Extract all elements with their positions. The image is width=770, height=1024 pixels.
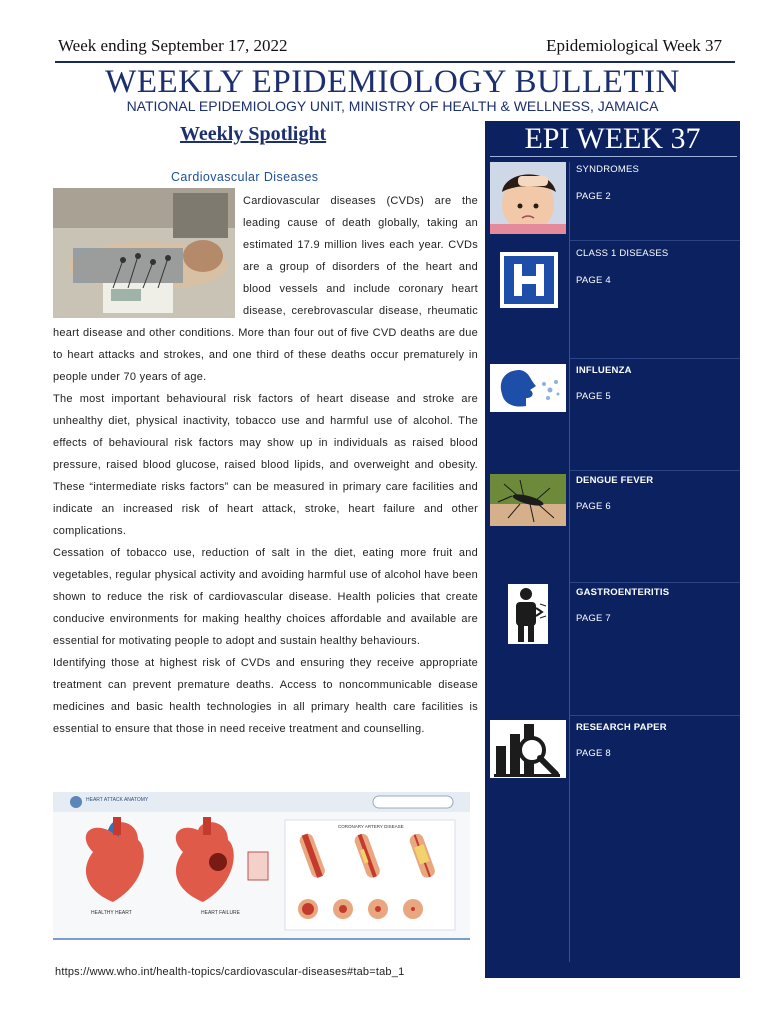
spotlight-topic: Cardiovascular Diseases <box>171 170 319 184</box>
research-chart-icon <box>490 720 566 778</box>
body-paragraph-1: Cardiovascular diseases (CVDs) are the leading cause of death globally, taking an estimated 17.9 million lives each year. CVDs are a group of disorders of the heart and blood vessels and include coronary heart disease, cerebrovascular disease, rheumatic heart disease and other conditions. More than four out of five CVD deaths are due to heart attacks and strokes, and one third of these deaths occur prematurely in people under 70 years of age. <box>53 195 478 383</box>
bulletin-title: WEEKLY EPIDEMIOLOGY BULLETIN <box>105 64 680 100</box>
sidebar-page-syndromes[interactable]: PAGE 2 <box>576 191 611 202</box>
sidebar-item-syndromes[interactable]: SYNDROMES <box>576 164 640 175</box>
mosquito-photo <box>490 474 566 526</box>
sidebar-item-dengue-fever[interactable]: DENGUE FEVER <box>576 475 654 486</box>
sick-child-photo <box>490 162 566 234</box>
sidebar-page-class-1-diseases[interactable]: PAGE 4 <box>576 275 611 286</box>
bulletin-subtitle: NATIONAL EPIDEMIOLOGY UNIT, MINISTRY OF HEALTH & WELLNESS, JAMAICA <box>126 98 659 114</box>
sidebar-title: EPI WEEK 37 <box>524 122 701 155</box>
source-link[interactable]: https://www.who.int/health-topics/cardiovascular-diseases#tab=tab_1 <box>55 966 405 978</box>
heart-failure-caption: HEART FAILURE <box>201 910 240 916</box>
sidebar-page-influenza[interactable]: PAGE 5 <box>576 391 611 402</box>
cough-icon <box>490 364 566 412</box>
hospital-h-icon <box>490 246 566 312</box>
sidebar-separator <box>570 470 740 471</box>
sidebar-page-research-paper[interactable]: PAGE 8 <box>576 748 611 759</box>
sidebar-item-gastroenteritis[interactable]: GASTROENTERITIS <box>576 587 670 598</box>
epidemiological-week: Epidemiological Week 37 <box>546 36 722 55</box>
body-paragraph-2: The most important behavioural risk factors of heart disease and stroke are unhealthy diet, physical inactivity, tobacco use and harmful use of alcohol. The effects of behavioural risk factors may show up in individuals as raised blood pressure, raised blood glucose, raised blood lipids, and overweight and obesity. These “intermediate risks factors” can be measured in primary care facilities and indicate an increased risk of heart attack, stroke, heart failure and other complications. <box>53 393 478 537</box>
sidebar-item-research-paper[interactable]: RESEARCH PAPER <box>576 722 667 733</box>
heart-attack-infographic <box>53 792 470 940</box>
sidebar-item-influenza[interactable]: INFLUENZA <box>576 365 632 376</box>
weekly-spotlight-heading: Weekly Spotlight <box>180 123 327 145</box>
healthy-heart-caption: HEALTHY HEART <box>91 910 132 916</box>
infographic-brand: HEART ATTACK ANATOMY <box>86 797 149 803</box>
stomach-ache-icon <box>490 584 566 644</box>
artery-panel-title: CORONARY ARTERY DISEASE <box>338 824 404 829</box>
body-paragraph-3: Cessation of tobacco use, reduction of salt in the diet, eating more fruit and vegetables, regular physical activity and avoiding harmful use of alcohol have been shown to reduce the risk of cardiovascular disease. Health policies that create conducive environments for making healthy choices affordable and available are essential for motivating people to adopt and sustain healthy behaviours. <box>53 547 478 647</box>
sidebar-page-gastroenteritis[interactable]: PAGE 7 <box>576 613 611 624</box>
body-paragraph-4: Identifying those at highest risk of CVDs and ensuring they receive appropriate treatment can prevent premature deaths. Access to noncommunicable disease medicines and basic health technologies in all primary health care facilities is essential to ensure that those in need receive treatment and counselling. <box>53 657 478 735</box>
sidebar-item-class-1-diseases[interactable]: CLASS 1 DISEASES <box>576 248 669 259</box>
sidebar-separator <box>570 715 740 716</box>
week-ending-date: Week ending September 17, 2022 <box>58 36 288 55</box>
spotlight-body <box>53 190 478 740</box>
sidebar-title-rule <box>490 156 737 157</box>
sidebar-divider <box>569 162 570 962</box>
header-rule <box>55 61 735 63</box>
sidebar-separator <box>570 358 740 359</box>
sidebar-separator <box>570 240 740 241</box>
sidebar-page-dengue-fever[interactable]: PAGE 6 <box>576 501 611 512</box>
sidebar-separator <box>570 582 740 583</box>
